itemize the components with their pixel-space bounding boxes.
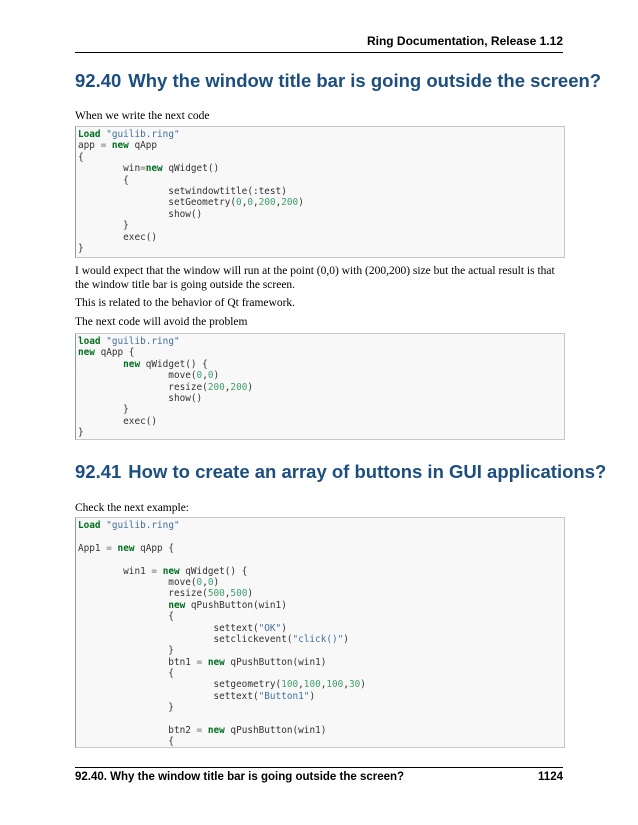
code-token: 0 <box>236 197 242 209</box>
code-token: "Button1" <box>258 690 310 702</box>
code-line <box>78 163 564 174</box>
code-token: 100 <box>326 679 344 691</box>
code-token: qPushButton(win1) <box>185 599 287 611</box>
code-token: qPushButton(win1) <box>224 656 327 668</box>
code-token: { <box>78 151 84 163</box>
code-token: setGeometry( <box>78 197 237 209</box>
code-token: { <box>78 611 174 623</box>
code-line <box>78 679 564 690</box>
code-token: new <box>78 347 95 359</box>
code-token: new <box>111 140 129 152</box>
code-line <box>78 393 564 404</box>
code-line <box>78 702 564 713</box>
code-line <box>78 714 564 725</box>
code-token: win1 <box>78 565 152 577</box>
code-line <box>78 370 564 381</box>
code-block-3 <box>75 517 565 748</box>
code-token: ) <box>309 690 316 702</box>
code-token: 0 <box>207 370 214 382</box>
code-token: setclickevent( <box>78 633 293 645</box>
code-token: new <box>145 163 163 175</box>
code-token: App1 <box>78 542 107 554</box>
code-line <box>78 566 564 577</box>
code-token: } <box>78 427 84 439</box>
footer-page-number: 1124 <box>538 771 563 783</box>
code-token: settext( <box>78 622 259 634</box>
code-token: } <box>78 645 174 657</box>
code-token: new <box>123 358 141 370</box>
code-token: 0 <box>207 576 214 588</box>
code-line <box>78 588 564 599</box>
code-token: qApp { <box>134 542 174 554</box>
footer-rule <box>75 767 563 768</box>
code-token: = <box>151 565 158 577</box>
code-token: ) <box>360 679 366 691</box>
code-token: qWidget() { <box>179 565 248 577</box>
code-token: qApp <box>128 140 158 152</box>
code-token: 500 <box>207 588 225 600</box>
code-line <box>78 336 564 347</box>
code-token: exec() <box>78 415 158 427</box>
code-token <box>78 359 123 370</box>
code-line <box>78 347 564 358</box>
code-token: ) <box>281 622 287 634</box>
code-token: ) <box>247 588 254 600</box>
code-token: = <box>196 725 203 737</box>
paragraph-solution-intro: The next code will avoid the problem <box>75 316 248 328</box>
code-token <box>78 600 168 611</box>
code-token: = <box>106 542 112 554</box>
section-heading-92-40 <box>75 70 601 92</box>
code-token: resize( <box>78 381 208 393</box>
code-line <box>78 209 564 220</box>
running-header: Ring Documentation, Release 1.12 <box>366 34 563 48</box>
code-token: , <box>320 679 327 691</box>
code-line <box>78 427 564 438</box>
code-token: exec() <box>78 231 158 243</box>
code-token: 0 <box>247 197 254 209</box>
code-token: new <box>162 565 180 577</box>
code-token: Load <box>78 520 101 531</box>
code-token: } <box>78 242 84 254</box>
code-line <box>78 520 564 531</box>
code-token: load <box>78 336 101 347</box>
code-token: 200 <box>230 381 248 393</box>
code-token: "guilib.ring" <box>106 129 180 140</box>
code-token: "guilib.ring" <box>106 520 180 531</box>
code-token: qApp { <box>94 347 135 359</box>
code-line <box>78 623 564 634</box>
code-line <box>78 531 564 542</box>
code-token: btn1 <box>78 656 197 668</box>
code-token: , <box>275 197 282 209</box>
header-rule <box>75 52 563 53</box>
code-token: ) <box>213 576 220 588</box>
code-token: { <box>78 668 174 680</box>
code-line <box>78 232 564 243</box>
code-token: ) <box>213 370 220 382</box>
code-line <box>78 175 564 186</box>
code-token: { <box>78 174 129 186</box>
code-line <box>78 197 564 208</box>
code-token: , <box>343 679 349 691</box>
code-token: show() <box>78 208 203 220</box>
code-line <box>78 382 564 393</box>
code-token: , <box>241 197 248 209</box>
code-token: btn2 <box>78 725 197 737</box>
code-token: 100 <box>303 679 321 691</box>
code-line <box>78 691 564 702</box>
code-token: 0 <box>196 576 203 588</box>
code-token: qWidget() { <box>140 358 208 370</box>
code-token: , <box>253 197 259 209</box>
code-line <box>78 645 564 656</box>
code-token: app <box>78 140 101 152</box>
code-block-2 <box>75 333 565 440</box>
code-line <box>78 611 564 622</box>
code-token: , <box>202 576 208 588</box>
code-token: } <box>78 220 129 232</box>
code-token: , <box>298 679 304 691</box>
code-token: new <box>207 725 225 737</box>
code-token: Load <box>78 129 101 140</box>
paragraph-expectation: I would expect that the window will run at the point (0,0) with (200,200) size but the actual result is that the window title bar is going outside the screen. <box>75 265 555 291</box>
code-token: win <box>78 163 141 175</box>
code-token: new <box>207 656 225 668</box>
code-token: move( <box>78 370 197 382</box>
code-line <box>78 577 564 588</box>
code-token: ) <box>298 197 304 209</box>
code-line <box>78 600 564 611</box>
code-token: } <box>78 702 174 714</box>
code-token: ) <box>247 381 254 393</box>
code-line <box>78 634 564 645</box>
code-line <box>78 140 564 151</box>
code-token: qPushButton(win1) <box>224 725 327 737</box>
code-token: "guilib.ring" <box>106 336 180 347</box>
paragraph-intro-1: When we write the next code <box>75 110 210 122</box>
code-block-1 <box>75 126 565 258</box>
code-line <box>78 668 564 679</box>
code-token: , <box>224 588 231 600</box>
code-token: new <box>117 542 135 554</box>
code-line <box>78 186 564 197</box>
code-token: = <box>196 656 203 668</box>
section-title: Why the window title bar is going outside the screen? <box>128 70 602 91</box>
code-token: setwindowtitle(:test) <box>78 185 287 197</box>
code-token: "OK" <box>258 622 282 634</box>
code-line <box>78 152 564 163</box>
code-token: new <box>168 599 186 611</box>
paragraph-qt-behavior: This is related to the behavior of Qt framework. <box>75 297 296 309</box>
footer-section-ref: 92.40. Why the window title bar is going outside the screen? <box>75 771 405 783</box>
section-heading-92-41 <box>75 461 606 483</box>
code-line <box>78 543 564 554</box>
code-token: , <box>202 370 208 382</box>
code-token: "click()" <box>292 633 344 645</box>
code-token: 0 <box>196 370 203 382</box>
code-line <box>78 416 564 427</box>
code-token: move( <box>78 576 197 588</box>
code-token: qWidget() <box>162 163 220 175</box>
code-line <box>78 725 564 736</box>
code-token: settext( <box>78 690 259 702</box>
code-line <box>78 220 564 231</box>
code-line <box>78 554 564 565</box>
code-line <box>78 657 564 668</box>
code-token: = <box>140 163 146 175</box>
code-line <box>78 243 564 254</box>
code-token: } <box>78 404 129 416</box>
code-line <box>78 404 564 415</box>
code-token: setgeometry( <box>78 679 282 691</box>
code-token: , <box>224 381 231 393</box>
code-line <box>78 129 564 140</box>
code-token: 100 <box>281 679 299 691</box>
code-token: show() <box>78 392 203 404</box>
code-token: 200 <box>281 197 299 209</box>
section-number: 92.41 <box>75 461 122 482</box>
code-token: = <box>100 140 107 152</box>
code-line <box>78 736 564 747</box>
code-token: 200 <box>258 197 276 209</box>
code-line <box>78 359 564 370</box>
section-title: How to create an array of buttons in GUI applications? <box>128 461 607 482</box>
code-token: { <box>78 736 174 748</box>
code-token: ) <box>343 633 349 645</box>
code-token: resize( <box>78 588 208 600</box>
paragraph-intro-2: Check the next example: <box>75 502 190 514</box>
code-token: 200 <box>207 381 225 393</box>
code-token: 500 <box>230 588 248 600</box>
code-token: 30 <box>348 679 361 691</box>
section-number: 92.40 <box>75 70 122 91</box>
